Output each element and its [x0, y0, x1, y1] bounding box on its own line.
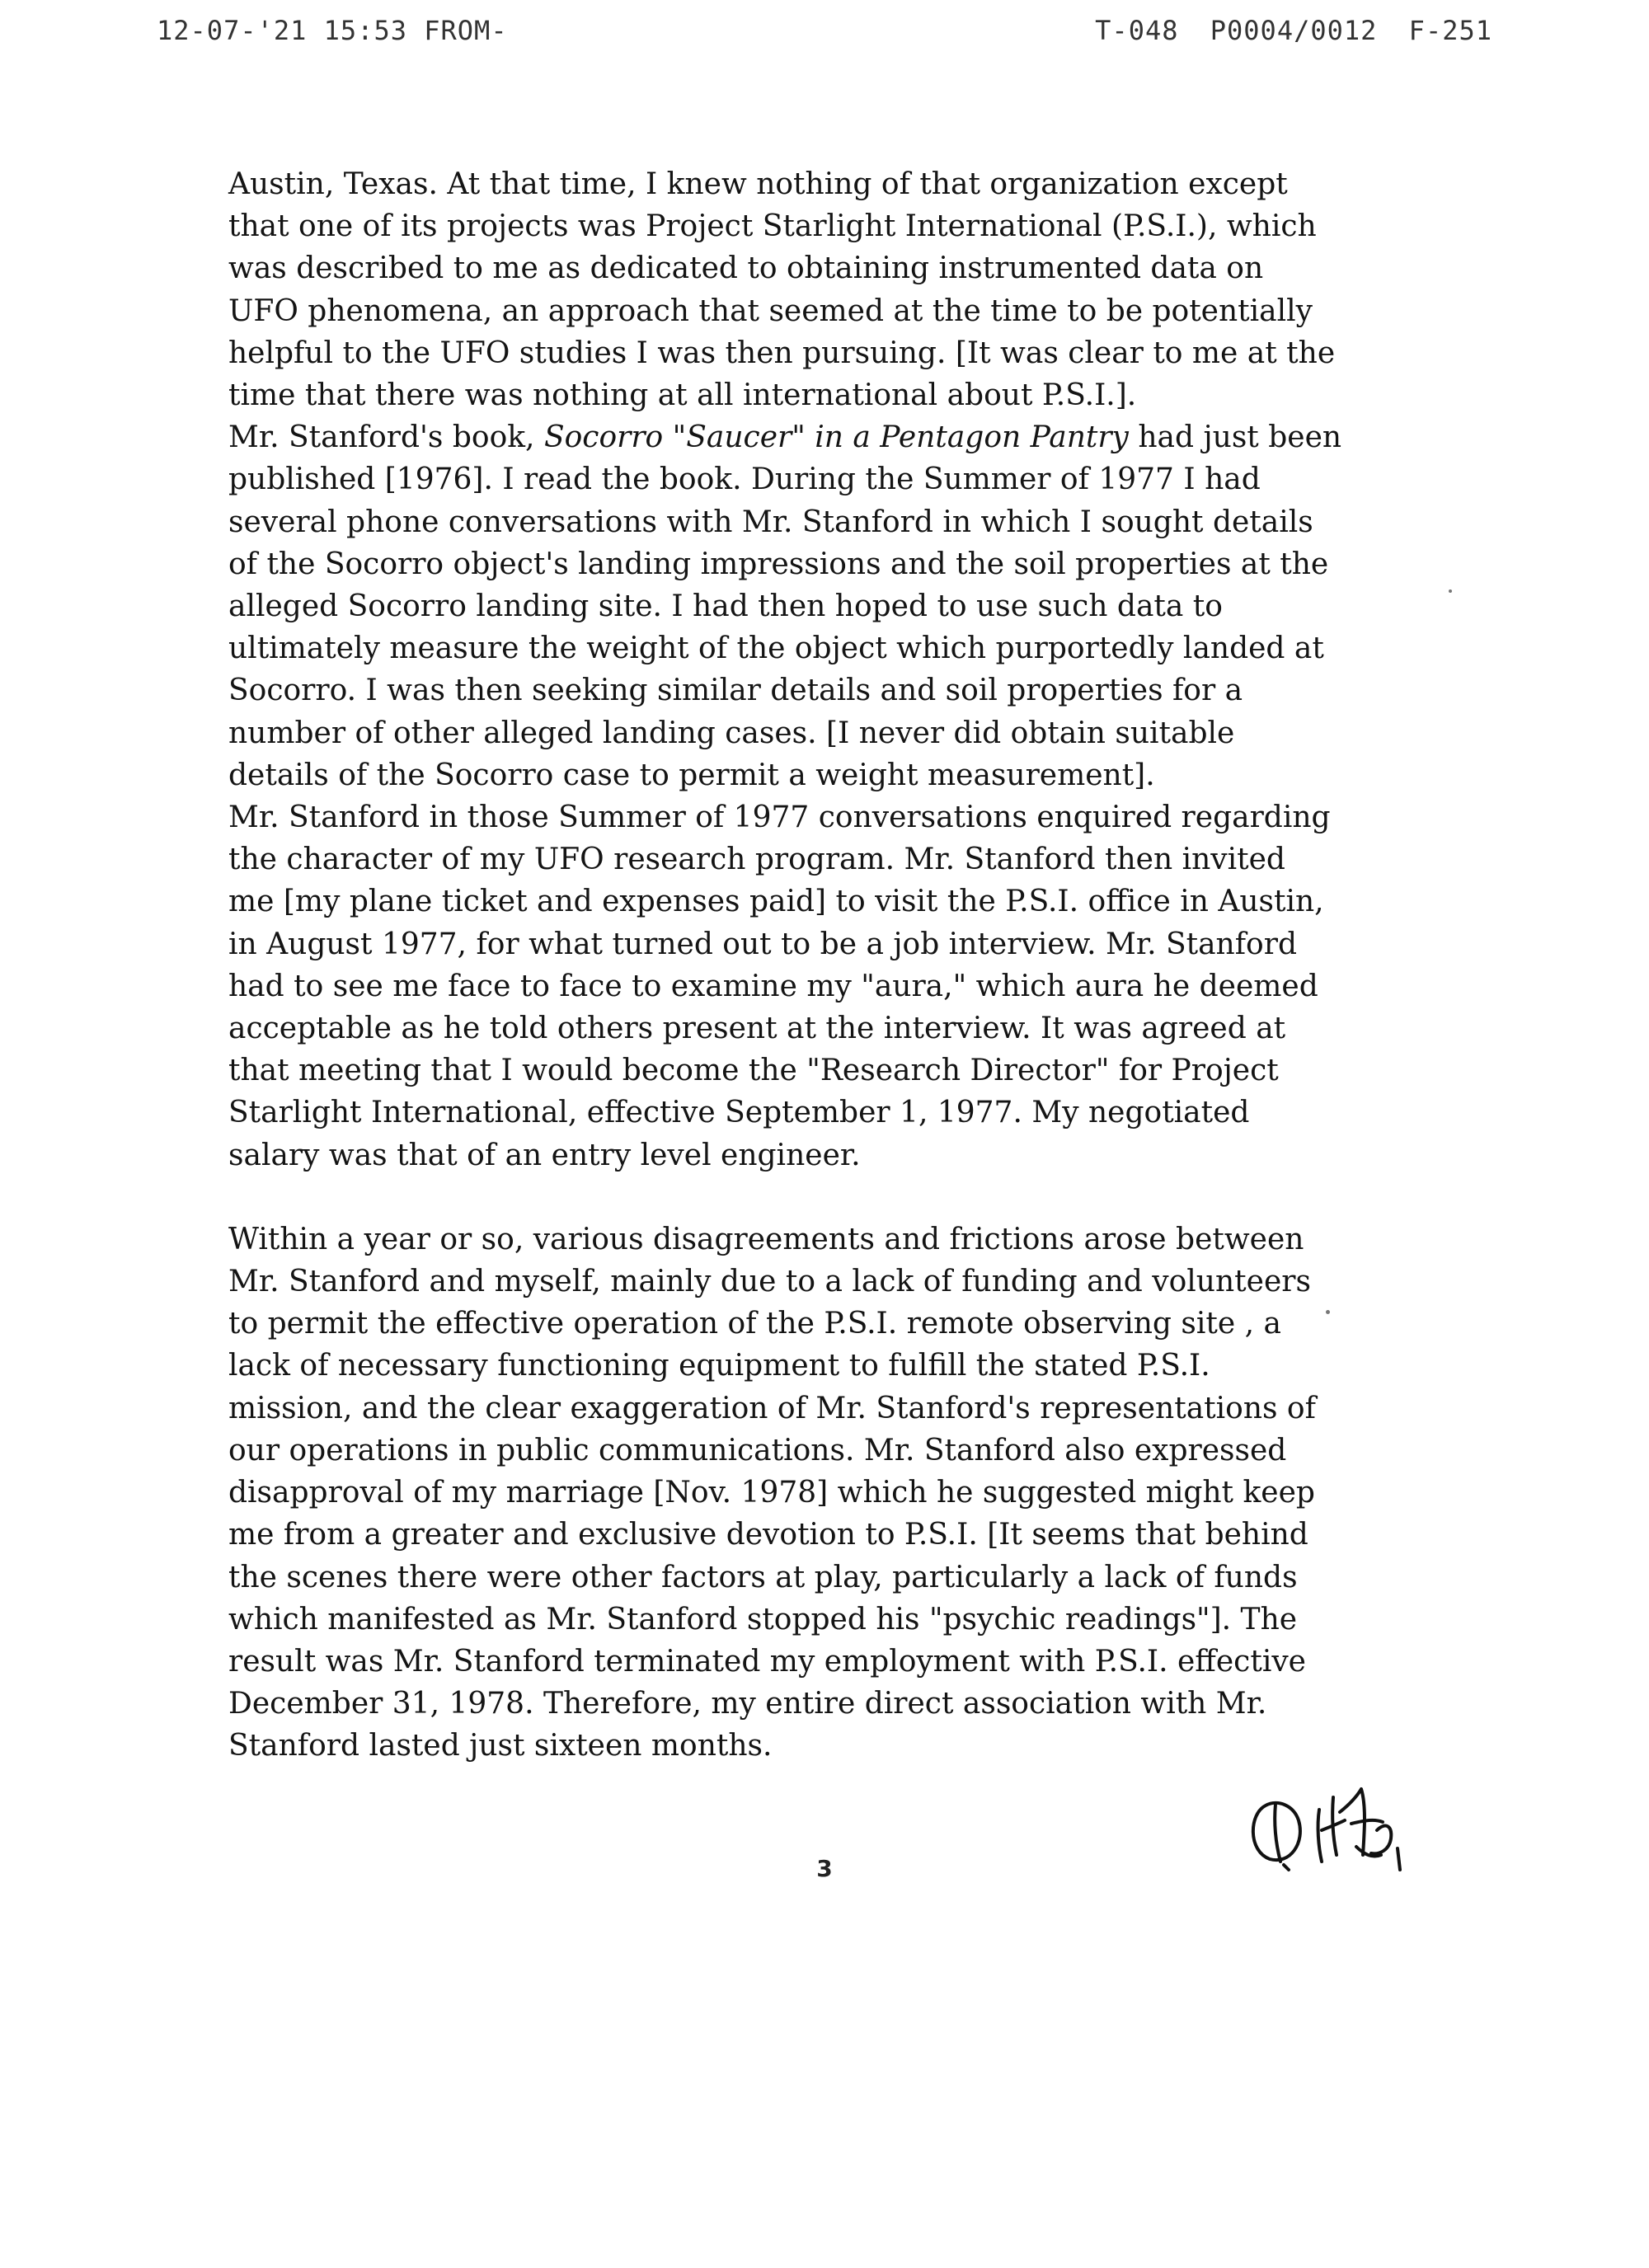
- text-line: to permit the effective operation of the P.S.I. remote observing site , a: [228, 1307, 1281, 1341]
- text-line: mission, and the clear exaggeration of Mr. Stanford's representations of: [228, 1391, 1316, 1425]
- page-number: 3: [816, 1855, 833, 1882]
- text-line: result was Mr. Stanford terminated my employment with P.S.I. effective: [228, 1644, 1306, 1679]
- text-line: our operations in public communications. Mr. Stanford also expressed: [228, 1433, 1287, 1467]
- text-line: disapproval of my marriage [Nov. 1978] which he suggested might keep: [228, 1476, 1315, 1510]
- text-line: which manifested as Mr. Stanford stopped his "psychic readings"]. The: [228, 1602, 1298, 1636]
- text-line: Starlight International, effective September 1, 1977. My negotiated: [228, 1096, 1250, 1130]
- text-line: Mr. Stanford in those Summer of 1977 conversations enquired regarding: [228, 801, 1331, 835]
- text-line: had to see me face to face to examine my "aura," which aura he deemed: [228, 969, 1318, 1003]
- fax-header: [0, 15, 1649, 56]
- text-line: December 31, 1978. Therefore, my entire direct association with Mr.: [228, 1687, 1267, 1721]
- scan-speck: [1326, 1310, 1330, 1314]
- paragraph-background: [228, 163, 1416, 416]
- text-line-start: Mr. Stanford's book,: [228, 420, 544, 455]
- text-line: the scenes there were other factors at play, particularly a lack of funds: [228, 1560, 1298, 1594]
- text-line: Socorro. I was then seeking similar details and soil properties for a: [228, 674, 1243, 708]
- text-line: lack of necessary functioning equipment to fulfill the stated P.S.I.: [228, 1349, 1210, 1383]
- text-line: me from a greater and exclusive devotion to P.S.I. [It seems that behind: [228, 1518, 1308, 1552]
- text-line: number of other alleged landing cases. [I never did obtain suitable: [228, 716, 1235, 750]
- fax-header-right: T-048 P0004/0012 F-251: [1095, 15, 1492, 46]
- text-line: the character of my UFO research program. Mr. Stanford then invited: [228, 843, 1285, 877]
- text-line: published [1976]. I read the book. During the Summer of 1977 I had: [228, 463, 1261, 497]
- text-line: Within a year or so, various disagreements and frictions arose between: [228, 1222, 1304, 1256]
- fax-header-left: 12-07-'21 15:53 FROM-: [157, 15, 508, 46]
- text-line: Austin, Texas. At that time, I knew nothing of that organization except: [228, 167, 1288, 201]
- text-line: that one of its projects was Project Starlight International (P.S.I.), which: [228, 209, 1317, 244]
- text-line: UFO phenomena, an approach that seemed at the time to be potentially: [228, 293, 1313, 328]
- text-line: ultimately measure the weight of the object which purportedly landed at: [228, 632, 1324, 666]
- book-title: Socorro "Saucer" in a Pentagon Pantry: [543, 420, 1129, 455]
- text-line: was described to me as dedicated to obtaining instrumented data on: [228, 251, 1264, 286]
- text-line-end: had just been: [1128, 420, 1342, 455]
- text-line: details of the Socorro case to permit a weight measurement].: [228, 758, 1155, 792]
- text-line: several phone conversations with Mr. Stanford in which I sought details: [228, 505, 1313, 539]
- text-line: acceptable as he told others present at the interview. It was agreed at: [228, 1012, 1286, 1046]
- letter-body: [228, 163, 1416, 1768]
- text-line: Mr. Stanford and myself, mainly due to a lack of funding and volunteers: [228, 1265, 1311, 1299]
- text-line: me [my plane ticket and expenses paid] to visit the P.S.I. office in Austin,: [228, 885, 1324, 919]
- text-line: of the Socorro object's landing impressions and the soil properties at the: [228, 547, 1329, 581]
- paragraph-book: [228, 416, 1416, 796]
- text-line: that meeting that I would become the "Research Director" for Project: [228, 1054, 1279, 1088]
- text-line: in August 1977, for what turned out to be a job interview. Mr. Stanford: [228, 927, 1297, 961]
- text-line: Stanford lasted just sixteen months.: [228, 1729, 773, 1763]
- scan-speck: [1449, 589, 1452, 593]
- text-line: helpful to the UFO studies I was then pursuing. [It was clear to me at the: [228, 336, 1336, 370]
- text-line: salary was that of an entry level engineer.: [228, 1138, 861, 1172]
- paragraph-interview: [228, 796, 1416, 1176]
- text-line: alleged Socorro landing site. I had then hoped to use such data to: [228, 589, 1223, 624]
- paragraph-termination: [228, 1219, 1416, 1768]
- text-line: time that there was nothing at all international about P.S.I.].: [228, 378, 1137, 413]
